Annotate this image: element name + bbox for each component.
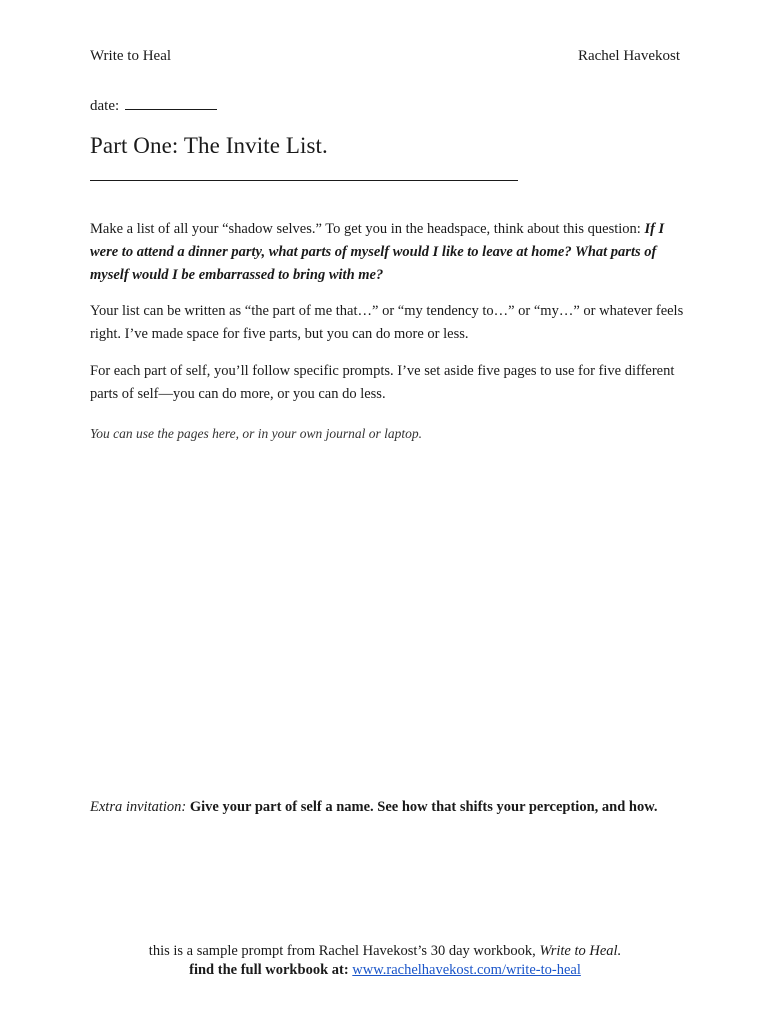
- extra-invitation: [90, 799, 658, 816]
- footer-note-text: this is a sample prompt from Rachel Havekost’s 30 day workbook,: [148, 943, 540, 959]
- journal-note: You can use the pages here, or in your own journal or laptop.: [90, 426, 422, 441]
- extra-invitation-label: Extra invitation:: [90, 799, 187, 815]
- intro-text: Make a list of all your “shadow selves.” To get you in the headspace, think about this question:: [90, 221, 645, 237]
- extra-invitation-text: Give your part of self a name. See how that shifts your perception, and how.: [186, 799, 658, 815]
- date-blank-line: [125, 95, 217, 110]
- date-label: date:: [90, 98, 120, 114]
- header-author: Rachel Havekost: [577, 48, 680, 64]
- footer-book-title: Write to Heal.: [539, 943, 622, 959]
- date-field: [90, 95, 217, 115]
- intro-paragraph: [90, 218, 684, 287]
- workbook-link[interactable]: www.rachelhavekost.com/write-to-heal: [352, 962, 581, 978]
- prompts-paragraph: For each part of self, you’ll follow specific prompts. I’ve set aside five pages to use for five different parts of self—you can do more, or you can do less.: [90, 363, 675, 402]
- page-title: Part One: The Invite List.: [90, 133, 328, 158]
- title-underline-divider: [90, 180, 518, 181]
- header-book-title: Write to Heal: [90, 48, 172, 64]
- footer-sample-note: [0, 942, 770, 961]
- footer-link-label: find the full workbook at:: [189, 962, 353, 978]
- footer-link-line: [0, 961, 770, 980]
- list-format-paragraph: Your list can be written as “the part of me that…” or “my tendency to…” or “my…” or whatever feels right. I’ve made space for five parts, but you can do more or less.: [90, 303, 684, 342]
- dinner-party-question: If I were to attend a dinner party, what parts of myself would I like to leave at home? What parts of myself would I be embarrassed to bring with me?: [90, 221, 665, 283]
